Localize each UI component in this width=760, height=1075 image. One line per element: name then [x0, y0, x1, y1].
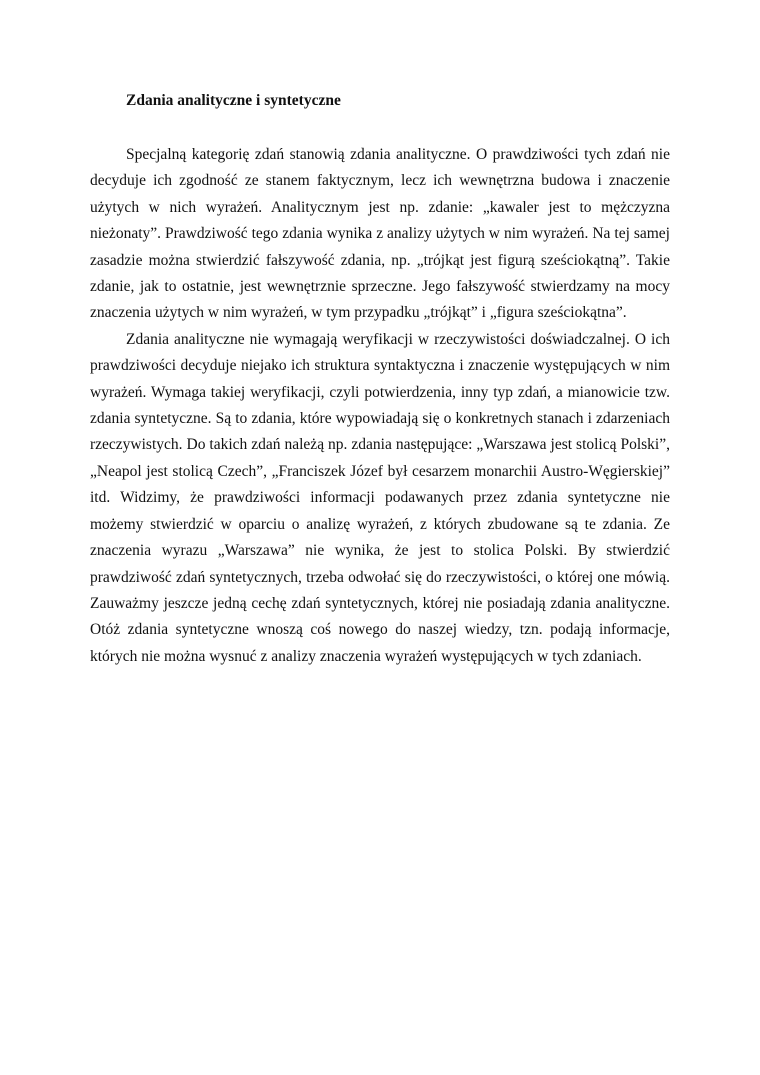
paragraph-synthetic: Zdania analityczne nie wymagają weryfikacji w rzeczywistości doświadczalnej. O ich prawdziwości decyduje niejako ich struktura syntaktyczna i znaczenie występujących w nim wyrażeń. Wymaga takiej weryfikacji, czyli potwierdzenia, inny typ zdań, a mianowicie tzw. zdania syntetyczne. Są to zdania, które wypowiadają się o konkretnych stanach i zdarzeniach rzeczywistych. Do takich zdań należą np. zdania następujące: „Warszawa jest stolicą Polski”, „Neapol jest stolicą Czech”, „Franciszek Józef był cesarzem monarchii Austro-Węgierskiej” itd. Widzimy, że prawdziwości informacji podawanych przez zdania syntetyczne nie możemy stwierdzić w oparciu o analizę wyrażeń, z których zbudowane są te zdania. Ze znaczenia wyrazu „Warszawa” nie wynika, że jest to stolica Polski. By stwierdzić prawdziwość zdań syntetycznych, trzeba odwołać się do rzeczywistości, o której one mówią. Zauważmy jeszcze jedną cechę zdań syntetycznych, której nie posiadają zdania analityczne. Otóż zdania syntetyczne wnoszą coś nowego do naszej wiedzy, tzn. podają informacje, których nie można wysnuć z analizy znaczenia wyrażeń występujących w tych zdaniach.	[90, 330, 670, 665]
document-title: Zdania analityczne i syntetyczne	[126, 92, 341, 109]
document-body	[90, 88, 670, 670]
paragraph-analytic: Specjalną kategorię zdań stanowią zdania analityczne. O prawdziwości tych zdań nie decyduje ich zgodność ze stanem faktycznym, lecz ich wewnętrzna budowa i znaczenie użytych w nich wyrażeń. Analitycznym jest np. zdanie: „kawaler jest to mężczyzna nieżonaty”. Prawdziwość tego zdania wynika z analizy użytych w nim wyrażeń. Na tej samej zasadzie można stwierdzić fałszywość zdania, np. „trójkąt jest figurą sześciokątną”. Takie zdanie, jak to ostatnie, jest wewnętrznie sprzeczne. Jego fałszywość stwierdzamy na mocy znaczenia użytych w nim wyrażeń, w tym przypadku „trójkąt” i „figura sześciokątna”.	[90, 146, 670, 322]
